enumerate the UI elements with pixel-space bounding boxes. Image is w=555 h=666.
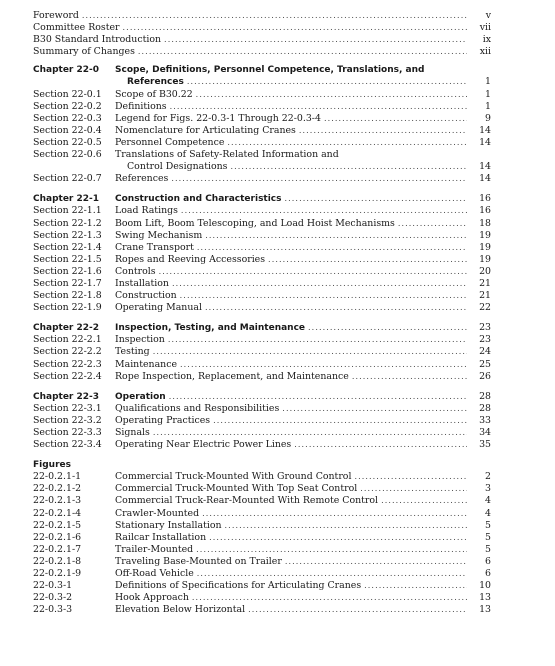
- toc-entry-figure[interactable]: [33, 520, 491, 532]
- toc-entry-figure[interactable]: [33, 580, 491, 592]
- section-number: Section 22-0.7: [33, 173, 102, 185]
- chapter-heading[interactable]: [33, 64, 491, 76]
- figure-title: Crawler-Mounted: [115, 507, 200, 519]
- section-page: 19: [479, 253, 491, 265]
- leader-dots: [248, 604, 467, 616]
- figure-number: 22-0.2.1-6: [33, 531, 82, 543]
- toc-entry-section[interactable]: [33, 218, 491, 230]
- section-title: Definitions: [115, 100, 167, 112]
- chapter-22-3: [33, 391, 491, 451]
- chapter-heading[interactable]: [33, 322, 491, 334]
- section-page: 1: [485, 100, 491, 112]
- leader-dots: [192, 592, 467, 604]
- toc-entry-section[interactable]: [33, 254, 491, 266]
- toc-entry-figure[interactable]: [33, 471, 491, 483]
- section-number: Section 22-1.4: [33, 241, 102, 253]
- section-number: Section 22-0.3: [33, 112, 102, 124]
- figure-page: 13: [479, 604, 491, 616]
- leader-dots: [123, 22, 467, 34]
- section-number: Section 22-3.2: [33, 414, 102, 426]
- leader-dots: [364, 580, 467, 592]
- figure-number: 22-0.2.1-1: [33, 471, 82, 483]
- leader-dots: [153, 427, 467, 439]
- leader-dots: [360, 483, 467, 495]
- figure-number: 22-0.3-1: [33, 580, 73, 592]
- figure-page: 5: [485, 531, 491, 543]
- toc-entry-title: Committee Roster: [33, 22, 120, 34]
- chapter-22-0: [33, 64, 491, 185]
- figure-title: Traveling Base-Mounted on Trailer: [115, 555, 282, 567]
- chapter-page: 1: [485, 76, 491, 88]
- toc-entry-figure[interactable]: [33, 544, 491, 556]
- toc-entry-section[interactable]: [33, 230, 491, 242]
- section-page: 21: [479, 290, 491, 302]
- figure-number: 22-0.2.1-5: [33, 519, 82, 531]
- figure-page: 10: [479, 580, 491, 592]
- section-page: 1: [485, 88, 491, 100]
- figure-number: 22-0.2.1-9: [33, 568, 82, 580]
- toc-entry-section[interactable]: [33, 149, 491, 161]
- section-page: 23: [479, 334, 491, 346]
- section-number: Section 22-0.4: [33, 124, 102, 136]
- section-number: Section 22-2.3: [33, 358, 102, 370]
- toc-entry-section[interactable]: [33, 113, 491, 125]
- section-number: Section 22-1.1: [33, 205, 102, 217]
- toc-entry-figure[interactable]: [33, 483, 491, 495]
- section-title-continuation: Control Designations: [127, 161, 228, 173]
- figure-title: Definitions of Specifications for Articulating Cranes: [115, 580, 362, 592]
- figure-title: Commercial Truck-Mounted With Top Seat Control: [115, 483, 358, 495]
- figure-title: Hook Approach: [115, 592, 189, 604]
- section-page: 35: [479, 439, 491, 451]
- toc-entry-summary-of-changes[interactable]: [33, 46, 491, 58]
- section-title: References: [115, 173, 169, 185]
- section-page: 21: [479, 277, 491, 289]
- section-page: 19: [479, 229, 491, 241]
- toc-entry-section[interactable]: [33, 266, 491, 278]
- figure-number: 22-0.2.1-7: [33, 543, 82, 555]
- section-title: Scope of B30.22: [115, 88, 193, 100]
- section-number: Section 22-1.6: [33, 265, 102, 277]
- section-number: Section 22-1.8: [33, 290, 102, 302]
- section-title: Qualifications and Responsibilities: [115, 402, 280, 414]
- section-number: Section 22-1.3: [33, 229, 102, 241]
- leader-dots: [299, 125, 467, 137]
- toc-entry-figure[interactable]: [33, 556, 491, 568]
- figure-number: 22-0.3-2: [33, 592, 73, 604]
- front-matter-list: [33, 10, 491, 58]
- chapter-title-line2: References: [127, 77, 184, 88]
- chapter-number: Chapter 22-0: [33, 65, 100, 76]
- section-page: 22: [479, 302, 491, 314]
- section-page: 34: [479, 427, 491, 438]
- leader-dots: [225, 520, 467, 532]
- section-title: Testing: [115, 346, 150, 358]
- toc-entry-figure[interactable]: [33, 532, 491, 544]
- section-title: Legend for Figs. 22-0.3-1 Through 22-0.3-4: [115, 112, 321, 124]
- leader-dots: [153, 346, 467, 358]
- chapter-title-line1: Scope, Definitions, Personnel Competence, Translations, and: [115, 65, 425, 76]
- toc-entry-section[interactable]: [33, 125, 491, 137]
- leader-dots: [197, 242, 467, 254]
- leader-dots: [398, 218, 467, 230]
- section-page: 24: [479, 346, 491, 358]
- leader-dots: [308, 322, 467, 334]
- leader-dots: [164, 34, 467, 46]
- toc-entry-section[interactable]: [33, 205, 491, 217]
- chapter-number: Chapter 22-1: [33, 194, 100, 205]
- figures-list: [33, 459, 491, 616]
- chapter-22-2: [33, 322, 491, 382]
- toc-entry-page: vii: [479, 22, 491, 34]
- toc-entry-figure[interactable]: [33, 604, 491, 616]
- section-page: 26: [479, 370, 491, 382]
- toc-entry-section[interactable]: [33, 439, 491, 451]
- leader-dots: [196, 544, 467, 556]
- section-number: Section 22-3.1: [33, 402, 102, 414]
- chapter-number: Chapter 22-2: [33, 323, 100, 334]
- section-number: Section 22-1.9: [33, 302, 102, 314]
- section-page: 9: [485, 112, 491, 124]
- figure-page: 4: [485, 507, 491, 519]
- chapter-page: 23: [479, 322, 491, 334]
- leader-dots: [354, 471, 467, 483]
- figure-title: Railcar Installation: [115, 531, 207, 543]
- toc-entry-section-continuation[interactable]: [33, 161, 491, 173]
- chapter-heading[interactable]: [33, 193, 491, 205]
- toc-entry-section[interactable]: [33, 302, 491, 314]
- section-page: 14: [479, 173, 491, 185]
- section-number: Section 22-0.6: [33, 149, 102, 161]
- toc-entry-title: B30 Standard Introduction: [33, 34, 162, 46]
- toc-entry-figure[interactable]: [33, 568, 491, 580]
- figure-number: 22-0.3-3: [33, 604, 73, 616]
- section-title: Operating Manual: [115, 302, 202, 314]
- leader-dots: [168, 334, 467, 346]
- leader-dots: [352, 371, 467, 383]
- section-title: Installation: [115, 277, 169, 289]
- figure-title: Off-Road Vehicle: [115, 568, 194, 580]
- leader-dots: [197, 568, 467, 580]
- figure-page: 6: [485, 555, 491, 567]
- leader-dots: [159, 266, 467, 278]
- leader-dots: [231, 161, 468, 173]
- chapter-22-1: [33, 193, 491, 314]
- section-title: Translations of Safety-Related Information and: [115, 149, 339, 161]
- section-page: 14: [479, 136, 491, 148]
- toc-entry-section[interactable]: [33, 346, 491, 358]
- section-title: Crane Transport: [115, 241, 194, 253]
- figure-title: Elevation Below Horizontal: [115, 604, 246, 616]
- section-page: 25: [479, 358, 491, 370]
- toc-entry-section[interactable]: [33, 334, 491, 346]
- figure-page: 2: [485, 471, 491, 483]
- toc-entry-section[interactable]: [33, 290, 491, 302]
- leader-dots: [202, 508, 467, 520]
- section-title: Swing Mechanism: [115, 229, 203, 241]
- figure-number: 22-0.2.1-8: [33, 555, 82, 567]
- section-page: 16: [479, 205, 491, 217]
- section-number: Section 22-1.2: [33, 217, 102, 229]
- toc-entry-figure[interactable]: [33, 592, 491, 604]
- figure-title: Trailer-Mounted: [115, 543, 194, 555]
- section-page: 14: [479, 161, 491, 173]
- leader-dots: [82, 10, 467, 22]
- section-title: Controls: [115, 265, 156, 277]
- toc-entry-figure[interactable]: [33, 508, 491, 520]
- leader-dots: [285, 193, 468, 205]
- section-page: 20: [479, 265, 491, 277]
- figure-title: Commercial Truck-Rear-Mounted With Remote Control: [115, 495, 379, 507]
- toc-entry-section[interactable]: [33, 359, 491, 371]
- leader-dots: [180, 359, 467, 371]
- leader-dots: [187, 76, 467, 88]
- figure-page: 5: [485, 543, 491, 555]
- leader-dots: [196, 89, 467, 101]
- leader-dots: [138, 46, 467, 58]
- section-title: Rope Inspection, Replacement, and Maintenance: [115, 370, 349, 382]
- table-of-contents: [33, 10, 491, 616]
- toc-entry-section[interactable]: [33, 242, 491, 254]
- section-title: Nomenclature for Articulating Cranes: [115, 124, 296, 136]
- figure-page: 13: [479, 592, 491, 604]
- toc-entry-section[interactable]: [33, 403, 491, 415]
- chapter-title: Inspection, Testing, and Maintenance: [115, 323, 306, 334]
- toc-entry-title: Foreword: [33, 10, 79, 21]
- section-number: Section 22-3.4: [33, 439, 102, 451]
- section-number: Section 22-2.1: [33, 334, 102, 346]
- section-number: Section 22-0.2: [33, 100, 102, 112]
- toc-entry-section[interactable]: [33, 89, 491, 101]
- leader-dots: [268, 254, 467, 266]
- figure-number: 22-0.2.1-4: [33, 507, 82, 519]
- chapter-page: 28: [479, 390, 491, 402]
- section-page: 18: [479, 217, 491, 229]
- toc-entry-b30-introduction[interactable]: [33, 34, 491, 46]
- toc-entry-page: ix: [482, 34, 491, 46]
- chapter-heading-continuation[interactable]: [33, 76, 491, 88]
- figure-page: 5: [485, 519, 491, 531]
- toc-entry-figure[interactable]: [33, 495, 491, 507]
- chapter-number: Chapter 22-3: [33, 391, 100, 402]
- section-page: 33: [479, 414, 491, 426]
- toc-entry-section[interactable]: [33, 371, 491, 383]
- figure-title: Commercial Truck-Mounted With Ground Control: [115, 471, 352, 483]
- toc-entry-committee-roster[interactable]: [33, 22, 491, 34]
- section-number: Section 22-0.5: [33, 136, 102, 148]
- leader-dots: [205, 230, 467, 242]
- leader-dots: [381, 495, 467, 507]
- toc-entry-section[interactable]: [33, 415, 491, 427]
- section-title: Load Ratings: [115, 205, 178, 217]
- leader-dots: [170, 101, 467, 113]
- figure-page: 4: [485, 495, 491, 507]
- leader-dots: [227, 137, 467, 149]
- section-title: Maintenance: [115, 358, 178, 370]
- toc-entry-section[interactable]: [33, 278, 491, 290]
- leader-dots: [169, 391, 467, 403]
- leader-dots: [209, 532, 467, 544]
- leader-dots: [171, 173, 467, 185]
- toc-entry-page: xii: [479, 46, 491, 58]
- chapter-heading[interactable]: [33, 391, 491, 403]
- section-number: Section 22-1.5: [33, 253, 102, 265]
- section-number: Section 22-3.3: [33, 427, 102, 438]
- section-page: 14: [479, 124, 491, 136]
- figure-page: 3: [485, 483, 491, 495]
- toc-entry-section[interactable]: [33, 173, 491, 185]
- section-number: Section 22-2.4: [33, 370, 102, 382]
- leader-dots: [285, 556, 467, 568]
- section-title: Boom Lift, Boom Telescoping, and Load Hoist Mechanisms: [115, 217, 395, 229]
- toc-entry-page: v: [485, 10, 491, 21]
- toc-entry-foreword[interactable]: [33, 10, 491, 22]
- section-title: Personnel Competence: [115, 136, 225, 148]
- figure-number: 22-0.2.1-3: [33, 495, 82, 507]
- toc-entry-section[interactable]: [33, 427, 491, 439]
- toc-entry-title: Summary of Changes: [33, 46, 135, 58]
- leader-dots: [172, 278, 467, 290]
- leader-dots: [181, 205, 467, 217]
- section-number: Section 22-1.7: [33, 277, 102, 289]
- leader-dots: [180, 290, 467, 302]
- section-title: Operating Practices: [115, 414, 211, 426]
- section-page: 28: [479, 402, 491, 414]
- section-title: Inspection: [115, 334, 165, 346]
- leader-dots: [294, 439, 467, 451]
- figures-heading: Figures: [33, 460, 71, 471]
- section-title: Operating Near Electric Power Lines: [115, 439, 292, 451]
- section-title: Signals: [115, 427, 150, 438]
- leader-dots: [282, 403, 467, 415]
- section-page: 19: [479, 241, 491, 253]
- toc-entry-section[interactable]: [33, 101, 491, 113]
- section-number: Section 22-2.2: [33, 346, 102, 358]
- chapter-title: Operation: [115, 391, 166, 402]
- figure-number: 22-0.2.1-2: [33, 483, 82, 495]
- chapter-page: 16: [479, 193, 491, 205]
- leader-dots: [324, 113, 467, 125]
- toc-entry-section[interactable]: [33, 137, 491, 149]
- figure-page: 6: [485, 568, 491, 580]
- leader-dots: [213, 415, 467, 427]
- section-title: Construction: [115, 290, 177, 302]
- leader-dots: [205, 302, 467, 314]
- figure-title: Stationary Installation: [115, 519, 222, 531]
- section-title: Ropes and Reeving Accessories: [115, 253, 266, 265]
- chapter-title: Construction and Characteristics: [115, 194, 282, 205]
- section-number: Section 22-0.1: [33, 88, 102, 100]
